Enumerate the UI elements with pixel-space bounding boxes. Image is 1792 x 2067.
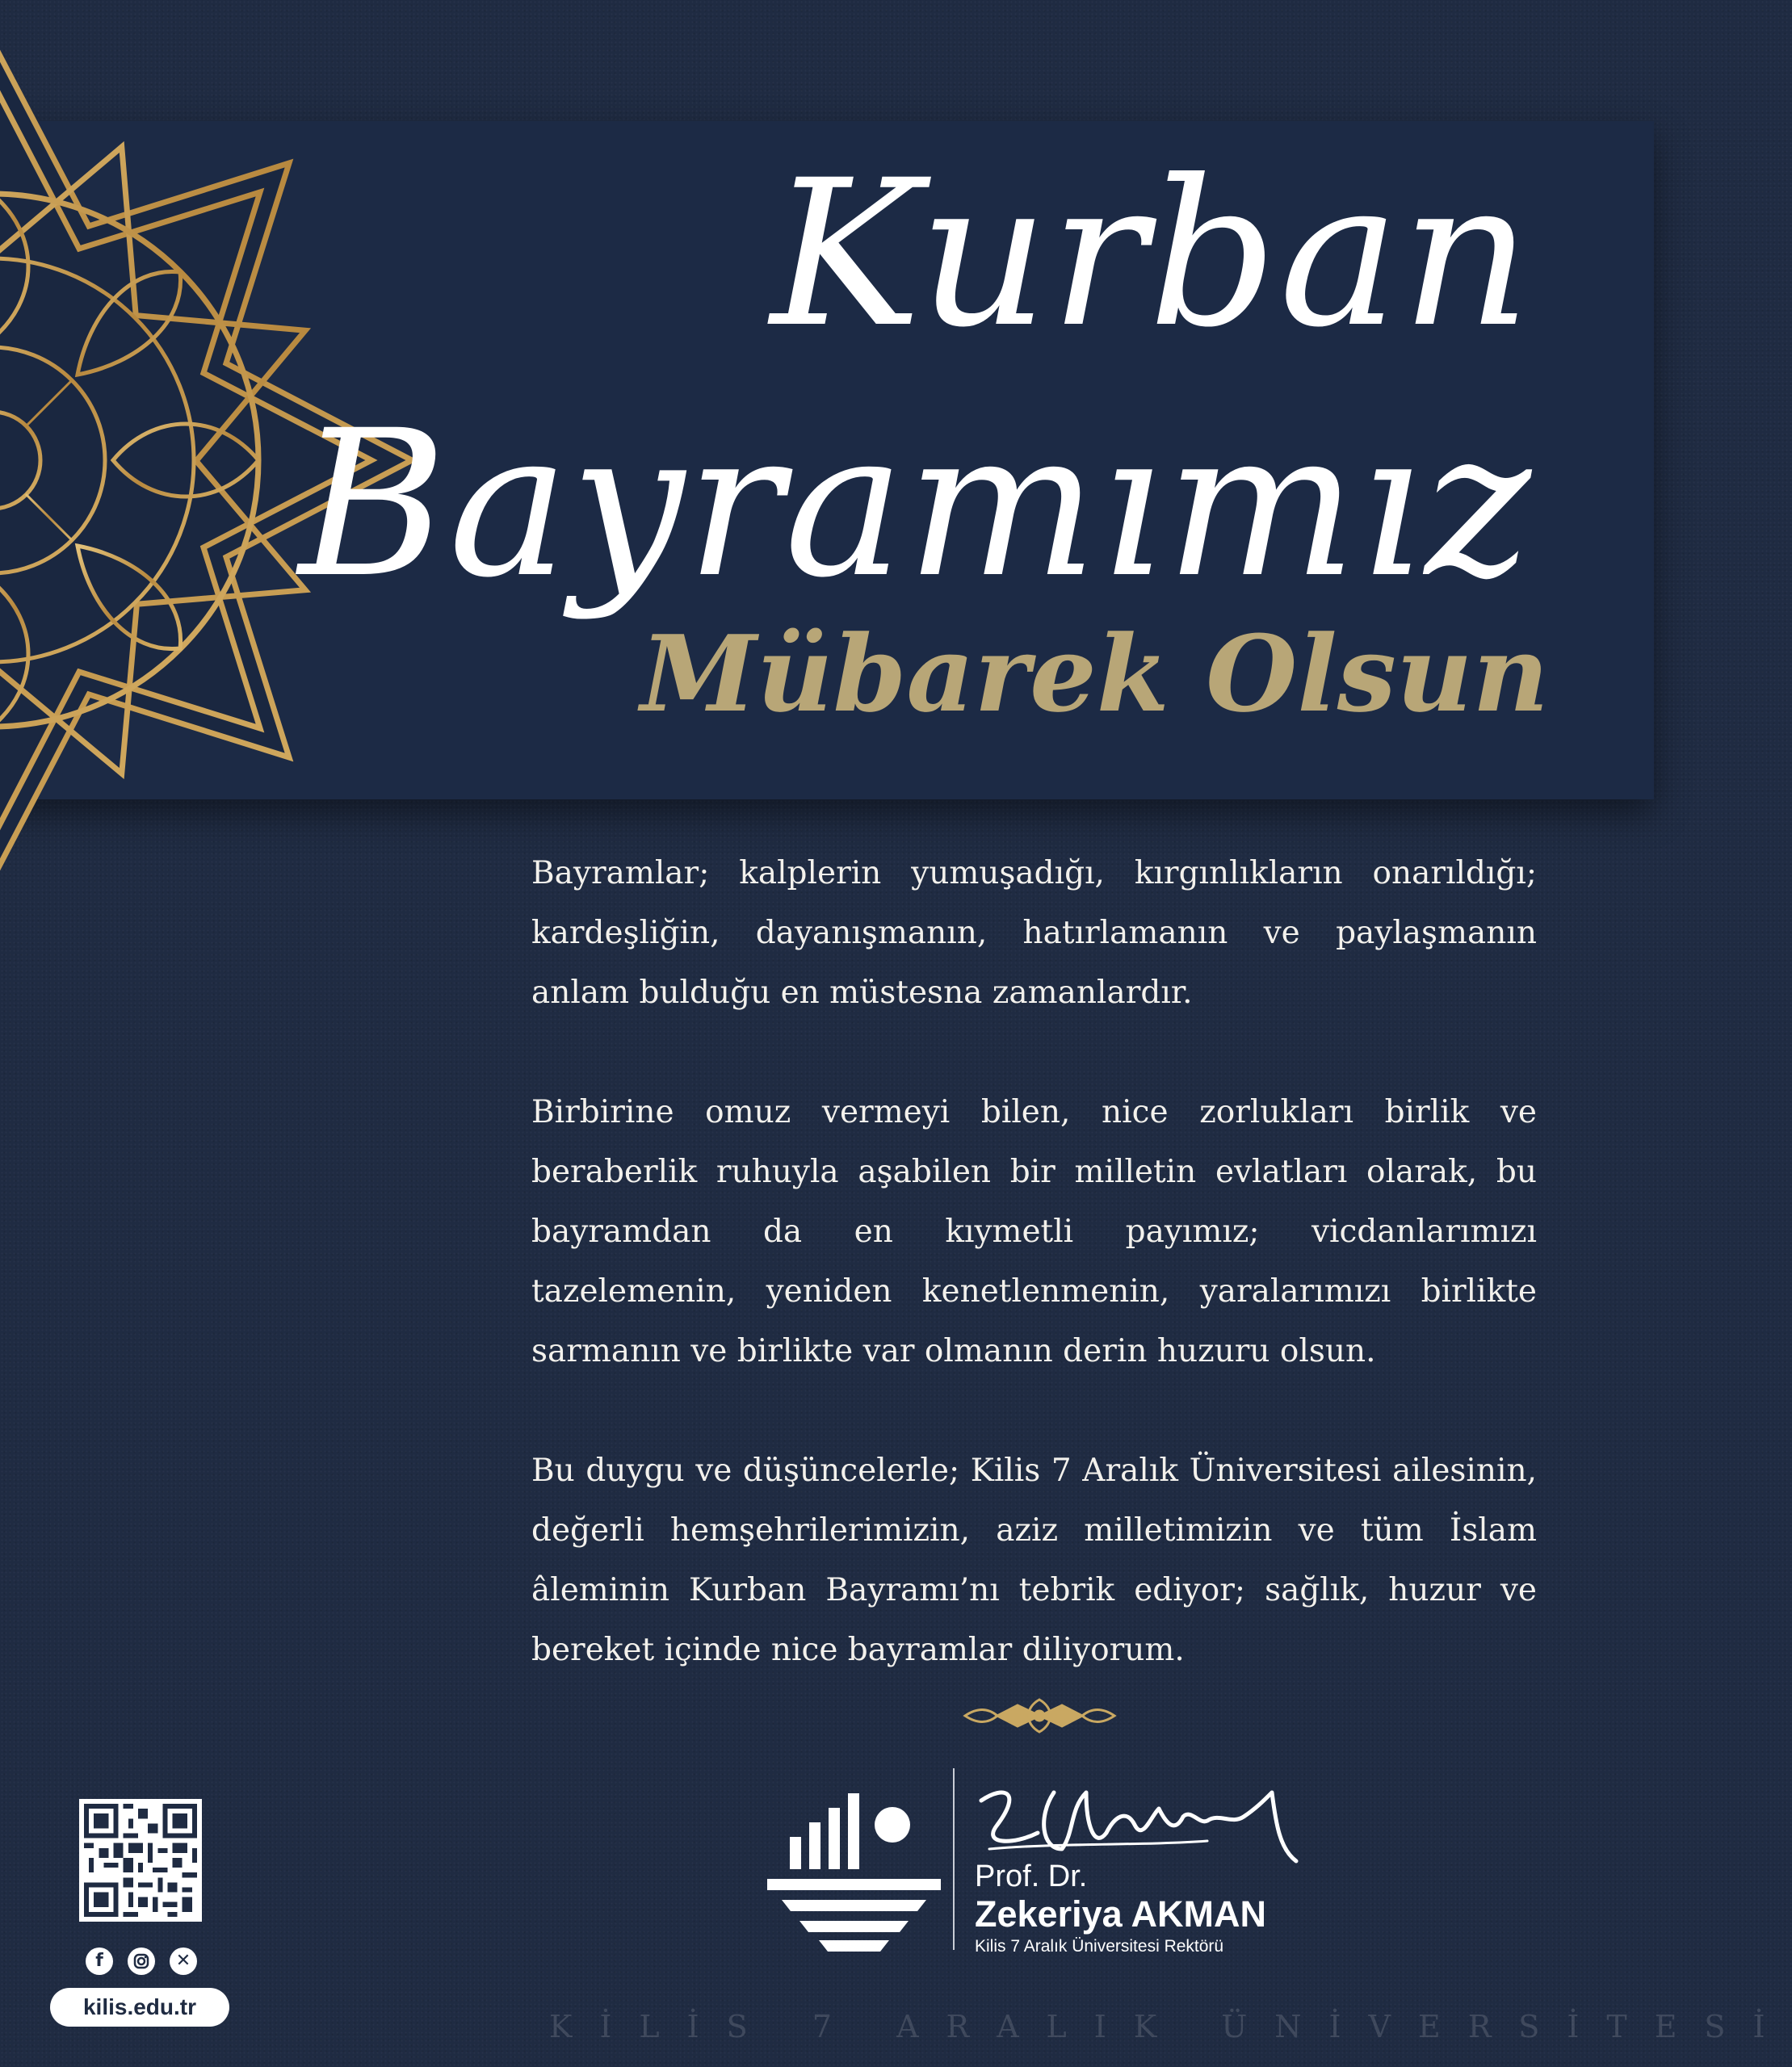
- signatory-role: Kilis 7 Aralık Üniversitesi Rektörü: [975, 1937, 1224, 1956]
- title-kurban: Kurban: [770, 136, 1533, 371]
- qr-code[interactable]: [79, 1799, 202, 1922]
- mandala-ornament: [0, 8, 339, 929]
- subtitle-mubarek-olsun: Mübarek Olsun: [640, 612, 1549, 736]
- x-icon[interactable]: ✕: [170, 1948, 197, 1975]
- university-logo: [767, 1772, 941, 1954]
- instagram-icon[interactable]: [128, 1948, 155, 1975]
- social-links: [81, 1948, 202, 1980]
- signatory-name: Zekeriya AKMAN: [975, 1893, 1266, 1935]
- facebook-icon[interactable]: f: [86, 1948, 113, 1975]
- institution-watermark: KİLİS 7 ARALIK ÜNİVERSİTESİ: [549, 2009, 1792, 2044]
- message-paragraph: Bu duygu ve düşüncelerle; Kilis 7 Aralık Üniversitesi ailesinin, değerli hemşehrilerimizin, aziz milletimizin ve tüm İslam âleminin Kurban Bayramı’nı tebrik ediyor; sağlık, huzur ve bereket içinde nice bayramlar diliyorum.: [531, 1453, 1537, 1668]
- message-body: [531, 844, 1537, 1740]
- signature-image: [965, 1768, 1312, 1873]
- divider-ornament: [545, 1696, 1534, 1736]
- website-link[interactable]: kilis.edu.tr: [50, 1988, 229, 2027]
- signature-divider: [953, 1768, 955, 1950]
- message-paragraph: Birbirine omuz vermeyi bilen, nice zorlukları birlik ve beraberlik ruhuyla aşabilen bir milletin evlatları olarak, bu bayramdan da en kıymetli payımız; vicdanlarımızı tazelemenin, yeniden kenetlenmenin, yaralarımızı birlikte sarmanın ve birlikte var olmanın derin huzuru olsun.: [531, 1094, 1537, 1369]
- message-paragraph: Bayramlar; kalplerin yumuşadığı, kırgınlıkların onarıldığı; kardeşliğin, dayanışmanın, hatırlamanın ve paylaşmanın anlam bulduğu en müstesna zamanlardır.: [531, 855, 1537, 1011]
- signatory-title: Prof. Dr.: [975, 1859, 1088, 1893]
- title-bayramimiz: Bayramımız: [298, 387, 1533, 622]
